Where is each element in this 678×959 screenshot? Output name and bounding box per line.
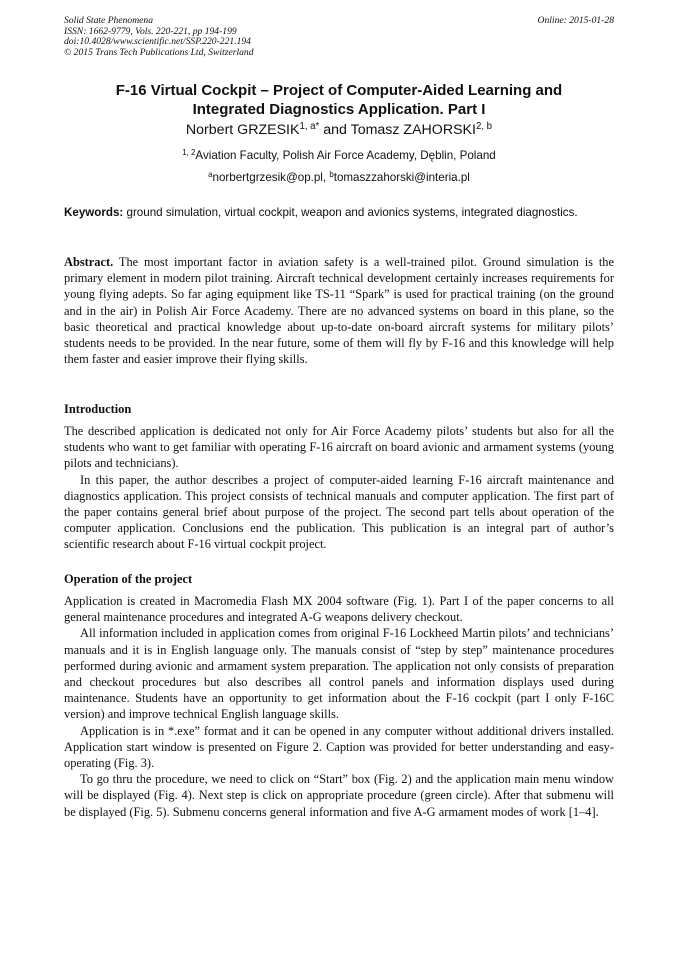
- abstract-label: Abstract.: [64, 255, 114, 269]
- affiliation-superscript: 1, 2: [182, 148, 196, 158]
- author-1-superscript: 1, a*: [299, 121, 320, 133]
- author-2-name: Tomasz ZAHORSKI: [350, 122, 476, 138]
- operation-section: [64, 571, 614, 820]
- abstract-paragraph: [64, 254, 614, 367]
- issn-line: ISSN: 1662-9779, Vols. 220-221, pp 194-199: [64, 25, 237, 37]
- affiliation: [64, 148, 614, 164]
- author-1-name: Norbert GRZESIK: [185, 122, 300, 138]
- author-list: [64, 121, 614, 139]
- email-b-superscript: b: [329, 170, 334, 180]
- journal-name: Solid State Phenomena: [64, 15, 153, 26]
- affiliation-text: Aviation Faculty, Polish Air Force Academy, Dęblin, Poland: [195, 149, 496, 162]
- author-2-superscript: 2, b: [475, 121, 493, 133]
- doi-line: doi:10.4028/www.scientific.net/SSP.220-221.194: [64, 36, 251, 47]
- author-emails: [64, 170, 614, 186]
- paper-title: [64, 82, 614, 119]
- title-line-1: F-16 Virtual Cockpit – Project of Computer-Aided Learning and: [115, 82, 563, 99]
- operation-paragraph-4: To go thru the procedure, we need to click on “Start” box (Fig. 2) and the application main menu window will be displayed (Fig. 4). Next step is click on appropriate procedure (green circle). After that submenu will be displayed (Fig. 5). Submenu concerns general information and five A-G armament modes of work [1–4].: [64, 772, 614, 819]
- abstract-text: The most important factor in aviation safety is a well-trained pilot. Ground simulation is the primary element in modern pilot training. Aircraft technical development certainly increases requirements for young flying adepts. So far aging equipment like TS-11 “Spark” is used for practical training (on the ground and in the air) in Polish Air Force Academy. There are no advanced systems on board in this plane, so the basic theoretical and practical knowledge about up-to-date on-board aircraft systems for military pilots’ students needs to be provided. In the near future, some of them will fly by F-16 and this knowledge will help them faster and easier improve their flying skills.: [64, 255, 614, 367]
- introduction-paragraph-2: In this paper, the author describes a project of computer-aided learning F-16 aircraft maintenance and diagnostics application. This project consists of technical manuals and computer application. The first part of the paper contains general brief about purpose of the project. The second part tells about operation of the computer application. Conclusions end the publication. This publication is an integral part of author’s scientific research about F-16 virtual cockpit project.: [64, 472, 614, 552]
- online-date: Online: 2015-01-28: [537, 15, 614, 26]
- email-b: tomaszzahorski@interia.pl: [333, 171, 470, 184]
- email-a-superscript: a: [208, 170, 213, 180]
- introduction-paragraph-1: The described application is dedicated not only for Air Force Academy pilots’ students but also for all the students who want to get familiar with operating F-16 aircraft on board avionic and armament systems (young pilots and technicians).: [64, 424, 614, 471]
- operation-paragraph-1: Application is created in Macromedia Flash MX 2004 software (Fig. 1). Part I of the paper concerns to all general maintenance procedures and integrated A-G weapons delivery checkout.: [64, 594, 614, 625]
- copyright-line: © 2015 Trans Tech Publications Ltd, Switzerland: [64, 46, 254, 58]
- email-a: norbertgrzesik@op.pl,: [212, 171, 330, 184]
- operation-paragraph-2: All information included in application comes from original F-16 Lockheed Martin pilots’ and technicians’ manuals and it is in English language only. The manuals consist of “step by step” maintenance procedures performed during avionic and armament system preparation. The application not only consists of preparation and checkout procedures but also describes all control panels and information displays used during maintenance. Students have an opportunity to get information about the F-16 cockpit (part I only F-16C version) and improve technical English language skills.: [64, 626, 614, 722]
- keywords-block: [64, 205, 614, 221]
- abstract-section: [64, 254, 614, 367]
- journal-header: [64, 16, 614, 58]
- operation-heading: Operation of the project: [64, 572, 193, 586]
- title-line-2: Integrated Diagnostics Application. Part I: [192, 100, 486, 118]
- author-joiner: and: [319, 122, 351, 138]
- keywords-label: Keywords:: [64, 206, 124, 219]
- introduction-section: [64, 401, 614, 553]
- introduction-heading: Introduction: [64, 402, 132, 416]
- operation-paragraph-3: Application is in *.exe” format and it can be opened in any computer without additional drivers installed. Application start window is presented on Figure 2. Caption was provided for better understanding and easy-operating (Fig. 3).: [64, 723, 614, 771]
- keywords-text: ground simulation, virtual cockpit, weapon and avionics systems, integrated diagnostics.: [123, 206, 578, 219]
